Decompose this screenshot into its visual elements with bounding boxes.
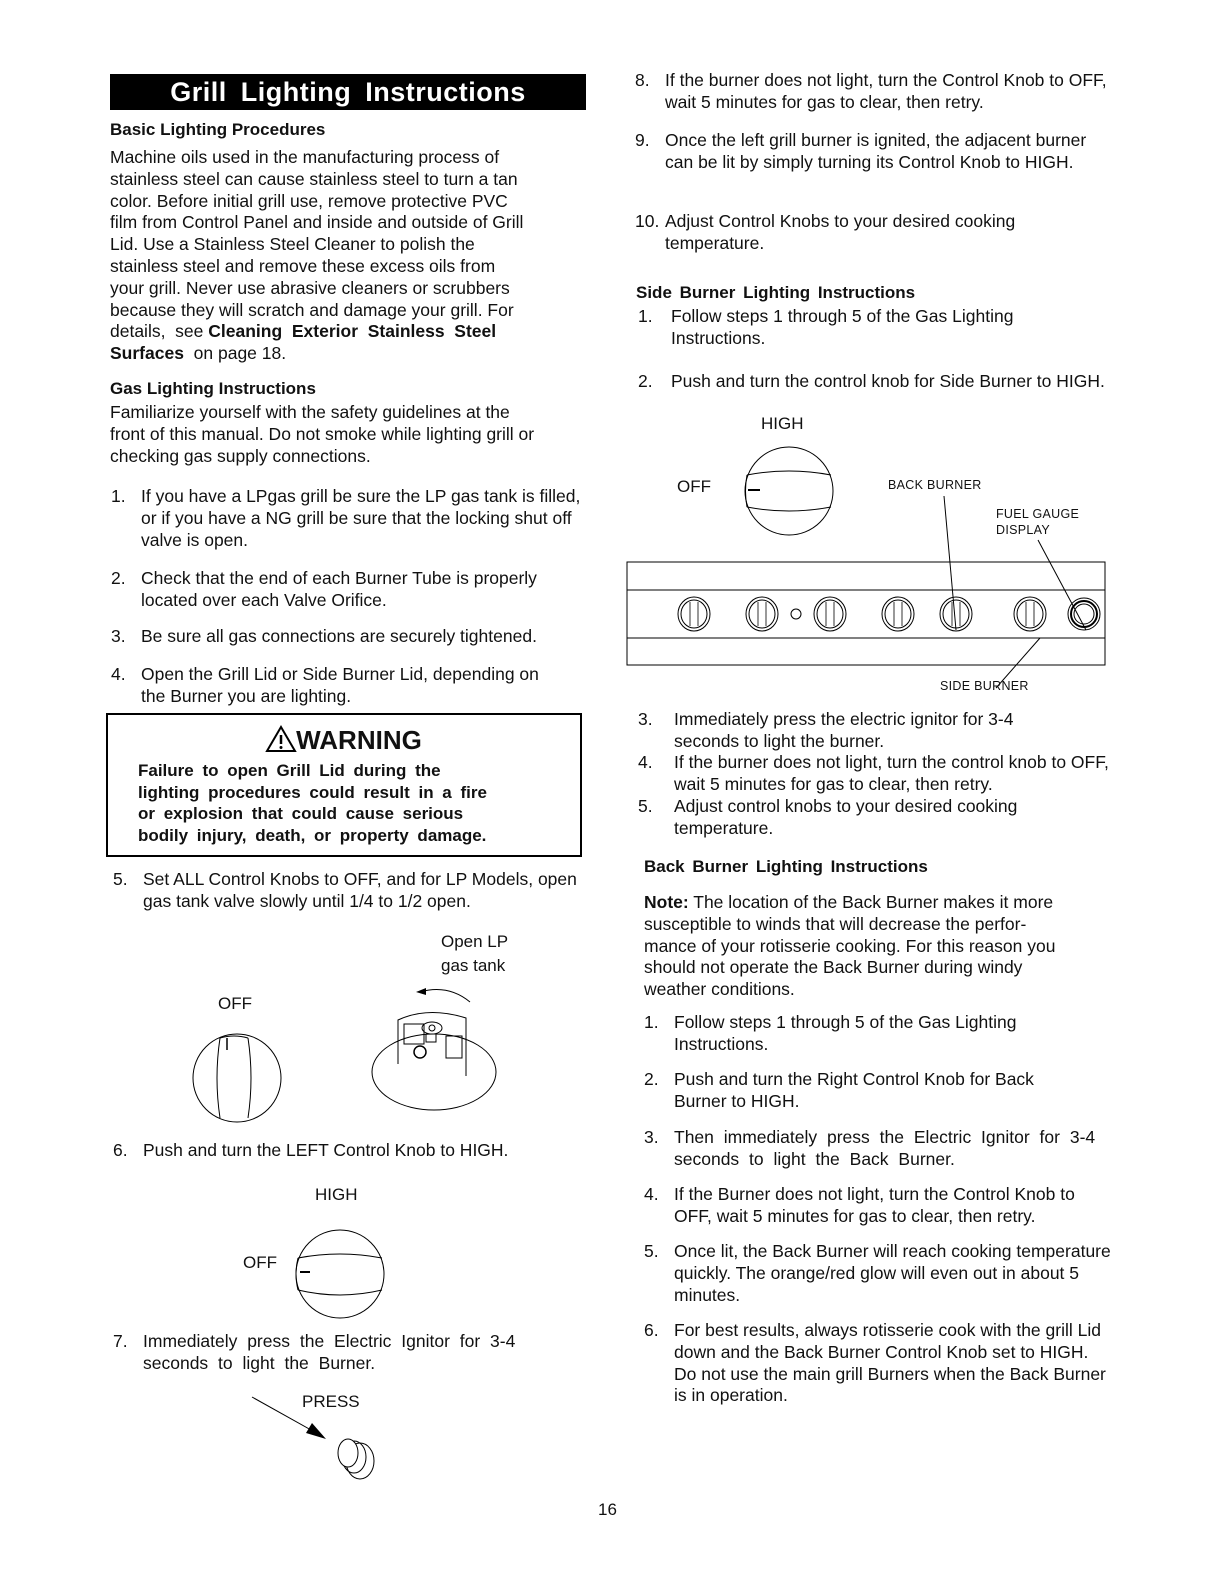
text-line — [110, 343, 590, 365]
high-label: HIGH — [315, 1185, 358, 1204]
gas-step — [635, 70, 1115, 114]
step-number: 4. — [638, 752, 653, 772]
back-note — [644, 892, 1114, 1001]
gas-step — [113, 1140, 593, 1162]
gas-step — [635, 211, 1115, 255]
text-line: checking gas supply connections. — [110, 445, 371, 466]
step-text: Check that the end of each Burner Tube is properly located over each Valve Orifice. — [141, 568, 537, 610]
warning-box — [106, 713, 582, 857]
step-number: 6. — [644, 1320, 659, 1340]
ignitor-button-icon — [250, 1395, 410, 1495]
step-text: Follow steps 1 through 5 of the Gas Lighting Instructions. — [671, 306, 1014, 348]
step-number: 1. — [644, 1012, 659, 1032]
step-number: 9. — [635, 130, 650, 150]
step-text: If the burner does not light, turn the Control Knob to OFF, wait 5 minutes for gas to clear, then retry. — [665, 70, 1107, 112]
step-text: Immediately press the electric ignitor for 3-4 seconds to light the burner. — [674, 709, 1014, 751]
side-step — [638, 371, 1108, 393]
gas-intro — [110, 402, 590, 467]
step-number: 7. — [113, 1331, 128, 1351]
leader-lines — [944, 496, 1086, 688]
fuel-gauge-label: FUEL GAUGE — [996, 507, 1080, 521]
step-text: If the burner does not light, turn the control knob to OFF, wait 5 minutes for gas to clear, then retry. — [674, 752, 1109, 794]
step-text: Once the left grill burner is ignited, the adjacent burner can be lit by simply turning its Control Knob to HIGH. — [665, 130, 1087, 172]
gas-heading: Gas Lighting Instructions — [110, 379, 316, 398]
step-number: 2. — [644, 1069, 659, 1089]
text-line: color. Before initial grill use, remove protective PVC — [110, 190, 508, 211]
text: The location of the Back Burner makes it more — [688, 892, 1054, 912]
side-burner-label: SIDE BURNER — [940, 679, 1029, 693]
step-number: 1. — [111, 486, 126, 506]
step-number: 2. — [638, 371, 653, 391]
note-label: Note: — [644, 892, 689, 912]
text-line: Familiarize yourself with the safety guidelines at the — [110, 402, 510, 422]
text: details, see — [110, 321, 209, 342]
step-text: Immediately press the Electric Ignitor for 3-4 seconds to light the Burner. — [143, 1331, 516, 1373]
off-label: OFF — [243, 1253, 277, 1272]
back-step — [644, 1127, 1114, 1171]
step-text: Open the Grill Lid or Side Burner Lid, depending on the Burner you are lighting. — [141, 664, 539, 706]
step-text: Push and turn the LEFT Control Knob to HIGH. — [143, 1140, 509, 1160]
off-label: OFF — [677, 477, 711, 496]
gas-step — [111, 486, 591, 551]
step-number: 3. — [644, 1127, 659, 1147]
side-step — [638, 709, 1113, 753]
text-line: stainless steel can cause stainless steel to turn a tan — [110, 168, 518, 189]
basic-heading: Basic Lighting Procedures — [110, 120, 326, 139]
step-text: Once lit, the Back Burner will reach cooking temperature quickly. The orange/red glow will even out in about 5 minutes. — [674, 1241, 1111, 1305]
step-number: 10. — [635, 211, 660, 231]
lp-tank-valve-icon — [368, 980, 508, 1116]
text-line: because they will scratch and damage your grill. For — [110, 299, 514, 320]
text-line: stainless steel and remove these excess oils from — [110, 255, 496, 276]
control-knob-icon — [814, 597, 846, 631]
fuel-gauge-label: DISPLAY — [996, 523, 1050, 537]
step-number: 3. — [638, 709, 653, 729]
step-text: Adjust control knobs to your desired cooking temperature. — [674, 796, 1018, 838]
step-number: 6. — [113, 1140, 128, 1160]
knob-high-icon — [290, 1228, 390, 1320]
text-line: bodily injury, death, or property damage. — [138, 826, 487, 846]
warning-label: WARNING — [296, 725, 422, 755]
step-text: Be sure all gas connections are securely tightened. — [141, 626, 537, 646]
control-knob-icon — [1014, 597, 1046, 631]
control-knob-icon — [882, 597, 914, 631]
side-burner-heading: Side Burner Lighting Instructions — [636, 283, 916, 302]
panel-outline — [627, 562, 1105, 665]
step-number: 1. — [638, 306, 653, 326]
step-number: 2. — [111, 568, 126, 588]
text-line — [110, 321, 590, 343]
ignitor-icon — [791, 609, 801, 619]
gas-step — [113, 869, 593, 913]
text-line: should not operate the Back Burner during windy — [644, 957, 1023, 978]
back-step — [644, 1184, 1114, 1228]
back-step — [644, 1069, 1114, 1113]
page-number: 16 — [598, 1500, 617, 1519]
text-line — [644, 892, 1114, 914]
side-step — [638, 306, 1108, 350]
gas-step — [111, 626, 591, 648]
text-line: susceptible to winds that will decrease the perfor- — [644, 913, 1027, 934]
gas-step — [113, 1331, 563, 1375]
text-line: lighting procedures could result in a fire — [138, 782, 487, 802]
gas-step — [635, 130, 1115, 174]
text-line: or explosion that could cause serious — [138, 804, 464, 824]
back-burner-heading: Back Burner Lighting Instructions — [644, 857, 928, 876]
text-line: weather conditions. — [644, 979, 795, 1000]
step-text: For best results, always rotisserie cook with the grill Lid down and the Back Burner Control Knob set to HIGH. Do not use the main grill Burners when the Back Burner is in operation. — [674, 1320, 1106, 1406]
cross-reference: Cleaning Exterior Stainless Steel — [208, 321, 497, 342]
press-label: PRESS — [302, 1392, 360, 1411]
warning-text — [138, 760, 554, 847]
basic-paragraph — [110, 147, 590, 365]
warning-triangle-icon — [266, 726, 296, 752]
high-label: HIGH — [761, 414, 804, 433]
step-number: 5. — [644, 1241, 659, 1261]
open-lp-label: Open LP — [441, 932, 509, 951]
step-text: Push and turn the control knob for Side Burner to HIGH. — [671, 371, 1105, 391]
text-line: front of this manual. Do not smoke while lighting grill or — [110, 423, 535, 444]
step-text: If the Burner does not light, turn the Control Knob to OFF, wait 5 minutes for gas to clear, then retry. — [674, 1184, 1075, 1226]
step-text: Adjust Control Knobs to your desired cooking temperature. — [665, 211, 1016, 253]
step-number: 3. — [111, 626, 126, 646]
text-line: your grill. Never use abrasive cleaners or scrubbers — [110, 277, 510, 298]
step-number: 5. — [638, 796, 653, 816]
step-number: 5. — [113, 869, 128, 889]
gas-tank-label: gas tank — [441, 956, 506, 975]
gas-step — [111, 568, 591, 612]
back-step — [644, 1241, 1114, 1306]
text-line: film from Control Panel and inside and outside of Grill — [110, 212, 524, 233]
step-number: 4. — [644, 1184, 659, 1204]
text-line: Machine oils used in the manufacturing process of — [110, 147, 500, 167]
control-knob-icon — [746, 597, 778, 631]
gas-step — [111, 664, 591, 708]
off-label: OFF — [218, 994, 252, 1013]
step-number: 4. — [111, 664, 126, 684]
text-line: Failure to open Grill Lid during the — [138, 761, 441, 780]
step-text: Follow steps 1 through 5 of the Gas Lighting Instructions. — [674, 1012, 1017, 1054]
text-line: mance of your rotisserie cooking. For this reason you — [644, 935, 1056, 956]
back-burner-label: BACK BURNER — [888, 478, 982, 492]
step-number: 8. — [635, 70, 650, 90]
control-panel-diagram — [626, 490, 1108, 690]
text: on page 18. — [183, 343, 287, 364]
warning-title — [108, 725, 580, 756]
knob-off-icon — [190, 1026, 286, 1126]
back-step — [644, 1012, 1114, 1056]
step-text: Push and turn the Right Control Knob for Back Burner to HIGH. — [674, 1069, 1034, 1111]
side-step — [638, 752, 1113, 796]
back-step — [644, 1320, 1114, 1407]
step-text: Then immediately press the Electric Ignitor for 3-4 seconds to light the Back Burner. — [674, 1127, 1096, 1169]
page-title: Grill Lighting Instructions — [110, 74, 586, 110]
side-step — [638, 796, 1113, 840]
control-knob-icon — [678, 597, 710, 631]
step-text: Set ALL Control Knobs to OFF, and for LP Models, open gas tank valve slowly until 1/4 to 1/2 open. — [143, 869, 577, 911]
step-text: If you have a LPgas grill be sure the LP gas tank is filled, or if you have a NG grill be sure that the locking shut off valve is open. — [141, 486, 581, 550]
text-line: Lid. Use a Stainless Steel Cleaner to polish the — [110, 234, 475, 255]
cross-reference: Surfaces — [110, 343, 184, 364]
